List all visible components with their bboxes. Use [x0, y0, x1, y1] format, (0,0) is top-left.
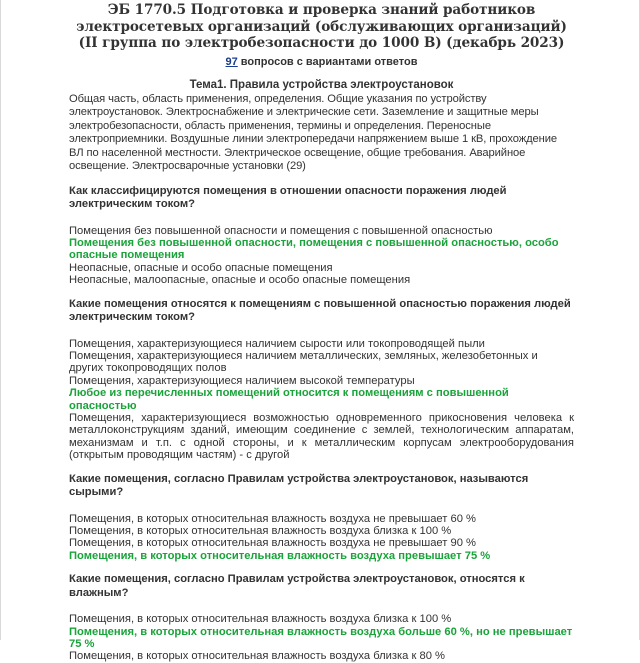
question-text: Как классифицируются помещения в отношении опасности поражения людей электрическим током?	[69, 184, 507, 210]
question-count-line	[69, 55, 574, 69]
question-text: Какие помещения, согласно Правилам устройства электроустановок, относятся к влажным?	[69, 573, 525, 599]
answer-option: Помещения, в которых относительная влажность воздуха не превышает 60 %	[69, 512, 476, 525]
question-block	[69, 573, 574, 663]
question-text: Какие помещения, согласно Правилам устройства электроустановок, называются сырыми?	[69, 472, 529, 499]
answer-option: Помещения, в которых относительная влажность воздуха близка к 100 %	[69, 525, 452, 537]
question-count-link[interactable]: 97	[225, 55, 238, 68]
document-title: ЭБ 1770.5 Подготовка и проверка знаний работников электросетевых организаций (обслуживающих организаций) (II группа по электробезопасности до 1000 В) (декабрь 2023)	[76, 2, 567, 51]
question-count-text: вопросов с вариантами ответов	[237, 55, 418, 68]
answer-option-correct: Помещения, в которых относительная влажность воздуха превышает 75 %	[69, 549, 491, 562]
question-block	[69, 185, 574, 287]
answer-option: Помещения, характеризующиеся наличием металлических, земляных, железобетонных и других токопроводящих полов	[69, 349, 538, 375]
topic-title: Тема1. Правила устройства электроустановок	[189, 78, 454, 91]
question-block	[69, 473, 574, 563]
question-block	[69, 298, 574, 462]
answer-option-correct: Помещения без повышенной опасности, помещения с повышенной опасностью, особо опасные помещения	[69, 236, 559, 262]
answer-option: Помещения, характеризующиеся наличием высокой температуры	[69, 374, 415, 387]
question-text: Какие помещения относятся к помещениям с повышенной опасностью поражения людей электрическим током?	[69, 297, 571, 324]
answer-option: Помещения, характеризующиеся наличием сырости или токопроводящей пыли	[69, 337, 485, 350]
answer-option: Помещения, характеризующиеся возможностью одновременного прикосновения человека к металлоконструкциям зданий, имеющим соединение с землей, технологическим аппаратам, механизмам и т.п. с одной стороны, и к металлическим корпусам электрооборудования (открытым проводящим частям) - с другой	[69, 411, 574, 462]
answer-option: Помещения, в которых относительная влажность воздуха близка к 80 %	[69, 650, 446, 663]
topic-description: Общая часть, область применения, определения. Общие указания по устройству электроустановок. Электроснабжение и электрические сети. Заземление и защитные меры электробезопасности, область применения, термины и определения. Переносные электроприемники. Воздушные линии электропередачи напряжением выше 1 кВ, прохождение ВЛ по населенной местности. Электрическое освещение, общие требования. Аварийное освещение. Электросварочные установки (29)	[69, 92, 558, 172]
answer-option-correct: Любое из перечисленных помещений относится к помещениям с повышенной опасностью	[69, 387, 509, 412]
answer-option: Помещения, в которых относительная влажность воздуха не превышает 90 %	[69, 537, 476, 550]
answer-option: Помещения без повышенной опасности и помещения с повышенной опасностью	[69, 224, 493, 237]
answer-option: Неопасные, малоопасные, опасные и особо опасные помещения	[69, 274, 411, 287]
answer-option: Неопасные, опасные и особо опасные помещения	[69, 261, 333, 274]
answer-option-correct: Помещения, в которых относительная влажность воздуха больше 60 %, но не превышает 75 %	[69, 625, 573, 651]
document-content	[69, 2, 574, 663]
answer-option: Помещения, в которых относительная влажность воздуха близка к 100 %	[69, 613, 452, 626]
